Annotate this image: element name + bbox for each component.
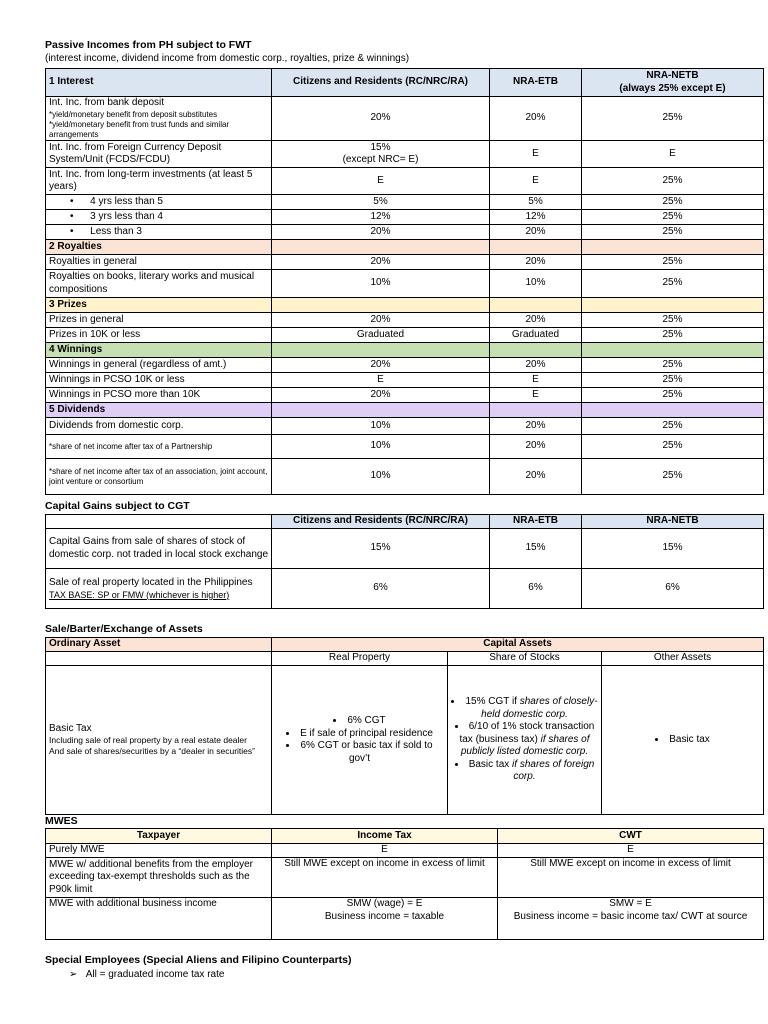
table-row: Prizes in 10K or less Graduated Graduated 25% [46,328,764,343]
section-royalties: 2 Royalties [46,240,764,255]
header-interest: 1 Interest [46,69,272,97]
table-row: Int. Inc. from bank deposit *yield/monetary benefit from deposit substitutes *yield/monetary benefit from trust funds and similar arrangements 20% 20% 25% [46,97,764,141]
table-row: Royalties on books, literary works and musical compositions 10% 10% 25% [46,270,764,298]
table-row: Winnings in PCSO more than 10K 20% E 25% [46,388,764,403]
table-row: Winnings in general (regardless of amt.) 20% 20% 25% [46,358,764,373]
table-row: Capital Gains from sale of shares of stock of domestic corp. not traded in local stock exchange 15% 15% 15% [46,529,764,569]
special-item: ➢ All = graduated income tax rate [69,969,225,980]
table-row: Dividends from domestic corp. 10% 20% 25% [46,418,764,435]
capital-assets-header: Capital Assets [272,638,764,652]
ordinary-asset-header: Ordinary Asset [46,638,272,652]
mwes-header-cwt: CWT [498,829,764,844]
header-etb: NRA-ETB [490,69,582,97]
sba-title: Sale/Barter/Exchange of Assets [45,623,203,635]
table-row: • 4 yrs less than 5 5% 5% 25% [46,195,764,210]
table-row: Int. Inc. from Foreign Currency Deposit System/Unit (FCDS/FCDU) 15% (except NRC= E) E E [46,141,764,168]
other-assets-header: Other Assets [602,652,764,666]
table-row: Int. Inc. from long-term investments (at least 5 years) E E 25% [46,168,764,195]
table-row: • 3 yrs less than 4 12% 12% 25% [46,210,764,225]
section-prizes: 3 Prizes [46,298,764,313]
section-dividends: 5 Dividends [46,403,764,418]
special-title: Special Employees (Special Aliens and Filipino Counterparts) [45,954,352,966]
table-row: Sale of real property located in the Philippines TAX BASE: SP or FMW (whichever is higher) 6% 6% 6% [46,569,764,609]
section-winnings: 4 Winnings [46,343,764,358]
mwes-header-taxpayer: Taxpayer [46,829,272,844]
header-netb: NRA-NETB (always 25% except E) [582,69,764,97]
table-row: *share of net income after tax of an association, joint account, joint venture or consortium 10% 20% 25% [46,459,764,495]
table-row: Basic Tax Including sale of real property by a real estate dealer And sale of shares/securities by a “dealer in securities” • 6% CGT • E if sale of principal residence • 6% CGT or basic tax if sold to gov’t • 15% CGT if shares of closely-held domestic corp. • 6/10 of 1% stock transaction tax (business tax) if shares of publicly listed domestic corp. • Basic tax if shares of foreign corp. • Basic tax [46,666,764,815]
fwt-table [45,68,764,495]
cgt-table [45,514,764,609]
cgt-header-etb: NRA-ETB [490,515,582,529]
mwes-title: MWES [45,815,78,827]
sba-table [45,637,764,815]
fwt-subtitle: (interest income, dividend income from domestic corp., royalties, prize & winnings) [45,53,410,64]
table-row: MWE with additional business income SMW (wage) = E Business income = taxable SMW = E Business income = basic income tax/ CWT at source [46,898,764,940]
share-of-stocks-header: Share of Stocks [448,652,602,666]
cgt-header-rc: Citizens and Residents (RC/NRC/RA) [272,515,490,529]
table-row: MWE w/ additional benefits from the employer exceeding tax-exempt thresholds such as the P90k limit Still MWE except on income in excess of limit Still MWE except on income in excess of limit [46,858,764,898]
table-row: Purely MWE E E [46,844,764,858]
table-row: Royalties in general 20% 20% 25% [46,255,764,270]
arrow-bullet-icon: ➢ [69,969,78,980]
cgt-title: Capital Gains subject to CGT [45,500,190,512]
mwes-header-income-tax: Income Tax [272,829,498,844]
table-row: Prizes in general 20% 20% 25% [46,313,764,328]
table-row: • Less than 3 20% 20% 25% [46,225,764,240]
real-property-header: Real Property [272,652,448,666]
cgt-header-netb: NRA-NETB [582,515,764,529]
mwes-table [45,828,764,940]
fwt-title: Passive Incomes from PH subject to FWT [45,39,252,51]
table-row: *share of net income after tax of a Partnership 10% 20% 25% [46,435,764,459]
table-row: Winnings in PCSO 10K or less E E 25% [46,373,764,388]
header-rc: Citizens and Residents (RC/NRC/RA) [272,69,490,97]
